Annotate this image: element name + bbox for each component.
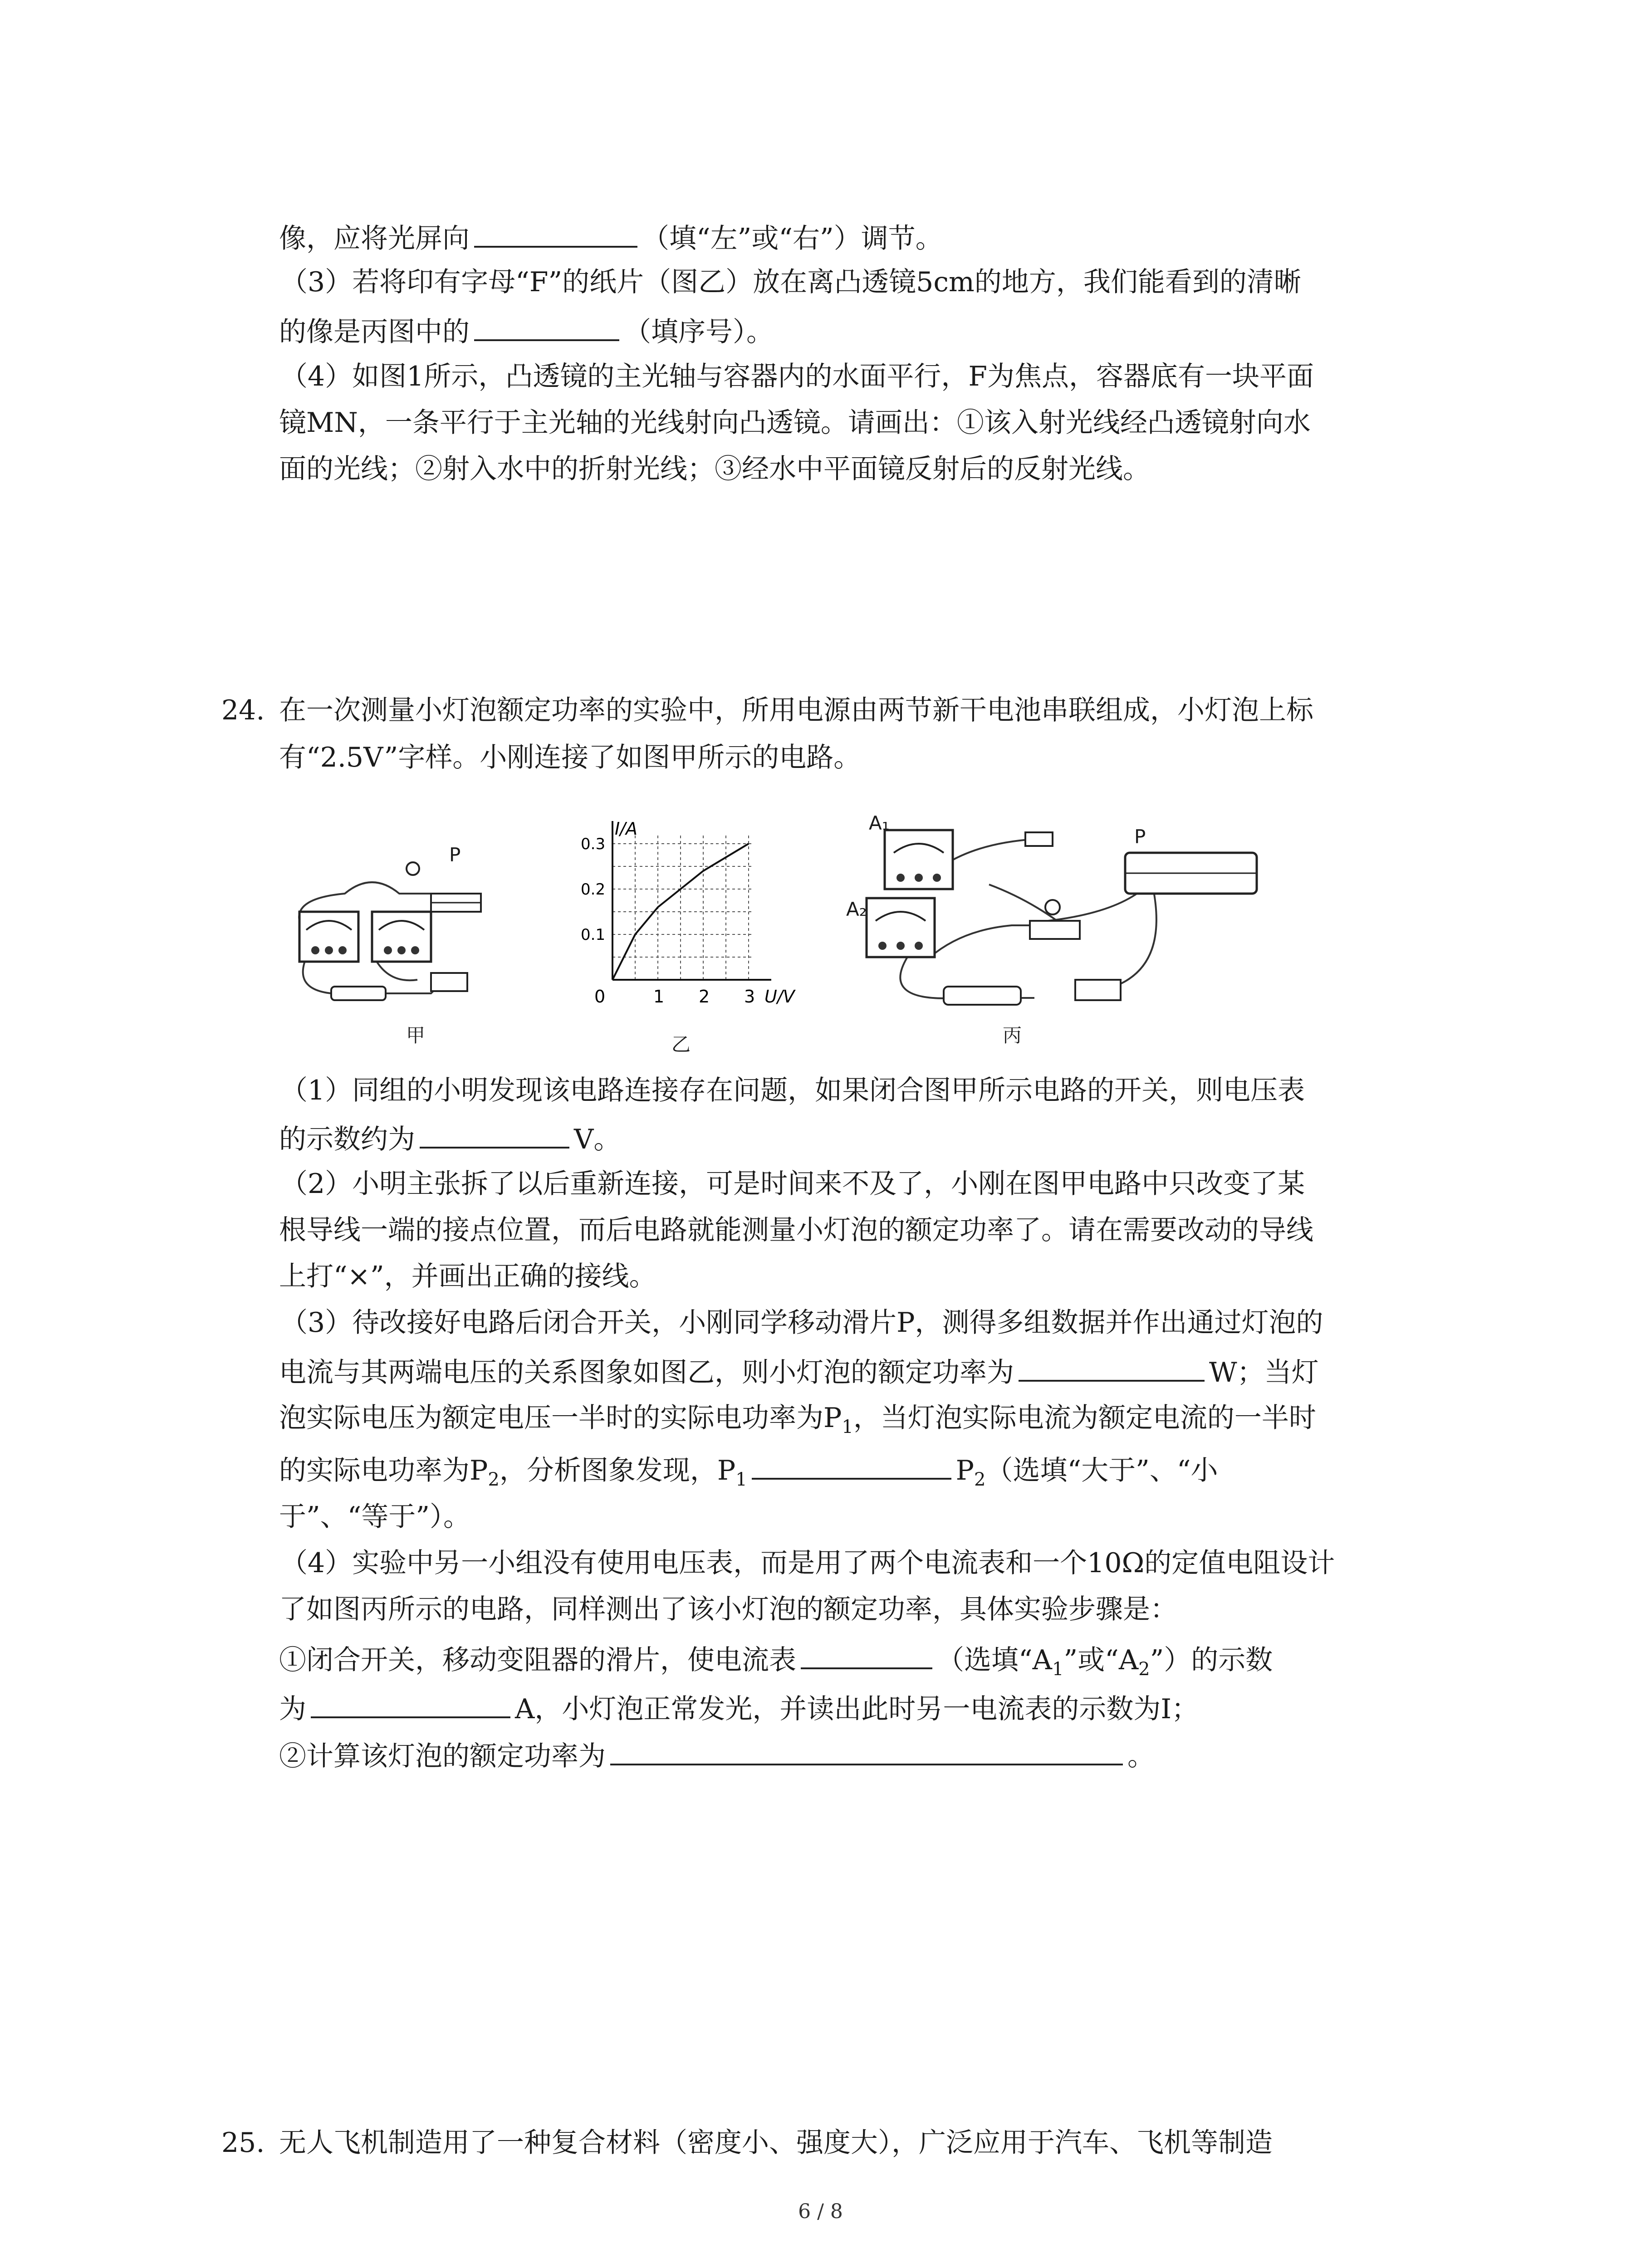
subscript: 1 xyxy=(1052,1659,1064,1680)
text: （选填“A xyxy=(937,1644,1053,1676)
circuit-bing xyxy=(853,807,1270,1021)
text-line xyxy=(279,1450,1218,1498)
subscript: 1 xyxy=(842,1417,853,1437)
page-number: 6 / 8 xyxy=(798,2200,843,2223)
text-line xyxy=(279,1735,1155,1774)
text-line: 镜MN，一条平行于主光轴的光线射向凸透镜。请画出：①该入射光线经凸透镜射向水 xyxy=(279,407,1311,439)
text: （填“左”或“右”）调节。 xyxy=(642,223,943,254)
subscript: 1 xyxy=(735,1469,747,1490)
text: ”）的示数 xyxy=(1150,1644,1273,1676)
text: 的实际电功率为P xyxy=(279,1455,488,1486)
text: ②计算该灯泡的额定功率为 xyxy=(279,1740,606,1772)
text-line: 上打“×”，并画出正确的接线。 xyxy=(279,1261,656,1292)
ammeter-a1-label: A₁ xyxy=(869,812,890,834)
y-axis-label: I/A xyxy=(615,819,638,839)
y-tick-label: 0.2 xyxy=(581,880,606,899)
text: ，当灯泡实际电流为额定电流的一半时 xyxy=(853,1402,1316,1434)
answer-blank[interactable] xyxy=(311,1688,510,1718)
answer-blank[interactable] xyxy=(801,1639,932,1669)
text: V。 xyxy=(574,1124,621,1155)
text: A，小灯泡正常发光，并读出此时另一电流表的示数为I； xyxy=(515,1693,1199,1725)
ammeter-a2-label: A₂ xyxy=(846,898,867,920)
circuit-figures xyxy=(281,807,1279,1056)
answer-blank[interactable] xyxy=(420,1119,569,1149)
x-tick-label: 3 xyxy=(744,987,755,1007)
answer-blank[interactable] xyxy=(752,1450,951,1480)
text-line: 在一次测量小灯泡额定功率的实验中，所用电源由两节新干电池串联组成，小灯泡上标 xyxy=(279,694,1313,726)
text: P xyxy=(955,1455,975,1486)
iv-chart xyxy=(581,819,795,1021)
text-line: （4）如图1所示，凸透镜的主光轴与容器内的水面平行，F为焦点，容器底有一块平面 xyxy=(280,361,1314,392)
subscript: 2 xyxy=(1138,1659,1150,1680)
text-line: 于”、“等于”）。 xyxy=(279,1501,471,1533)
text: 的像是丙图中的 xyxy=(279,316,470,348)
question-number: 24. xyxy=(221,694,265,726)
question-number: 25. xyxy=(221,2127,265,2159)
text-line: 根导线一端的接点位置，而后电路就能测量小灯泡的额定功率了。请在需要改动的导线 xyxy=(279,1214,1313,1246)
text: ，分析图象发现，P xyxy=(499,1455,736,1486)
y-tick-label: 0.3 xyxy=(581,835,606,853)
text: 。 xyxy=(1127,1740,1155,1772)
text-line xyxy=(279,1119,621,1158)
text-line: 面的光线；②射入水中的折射光线；③经水中平面镜反射后的反射光线。 xyxy=(279,453,1150,485)
text-line xyxy=(279,1352,1319,1391)
text: ”或“A xyxy=(1063,1644,1139,1676)
text: 的示数约为 xyxy=(279,1124,415,1155)
x-tick-label: 2 xyxy=(699,987,710,1007)
slider-label: P xyxy=(1134,826,1146,848)
text: ①闭合开关，移动变阻器的滑片，使电流表 xyxy=(279,1644,796,1676)
text-line xyxy=(279,1688,1199,1727)
text-line: （1）同组的小明发现该电路连接存在问题，如果闭合图甲所示电路的开关，则电压表 xyxy=(280,1075,1305,1106)
subscript: 2 xyxy=(974,1469,986,1490)
text: 电流与其两端电压的关系图象如图乙，则小灯泡的额定功率为 xyxy=(279,1357,1014,1388)
answer-blank[interactable] xyxy=(474,218,637,248)
text: （选填“大于”、“小 xyxy=(985,1455,1218,1486)
x-axis-label: U/V xyxy=(764,987,795,1007)
text-line: （3）待改接好电路后闭合开关，小刚同学移动滑片P，测得多组数据并作出通过灯泡的 xyxy=(280,1307,1323,1339)
text-line: （4）实验中另一小组没有使用电压表，而是用了两个电流表和一个10Ω的定值电阻设计 xyxy=(280,1547,1335,1579)
text-line: （2）小明主张拆了以后重新连接，可是时间来不及了，小刚在图甲电路中只改变了某 xyxy=(280,1168,1305,1200)
text: 像，应将光屏向 xyxy=(279,223,470,254)
figure-caption: 甲 xyxy=(406,1024,426,1046)
slider-label: P xyxy=(449,844,461,866)
text-line xyxy=(279,311,774,350)
answer-blank[interactable] xyxy=(474,311,619,341)
subscript: 2 xyxy=(488,1469,500,1490)
figure-caption: 乙 xyxy=(671,1033,691,1056)
text-line xyxy=(279,1400,1316,1445)
text-line: 无人飞机制造用了一种复合材料（密度小、强度大），广泛应用于汽车、飞机等制造 xyxy=(279,2127,1273,2159)
text: 为 xyxy=(279,1693,306,1725)
origin-label: 0 xyxy=(594,987,606,1007)
answer-blank[interactable] xyxy=(1019,1352,1205,1382)
y-tick-label: 0.1 xyxy=(581,926,606,944)
text-line: 了如图丙所示的电路，同样测出了该小灯泡的额定功率，具体实验步骤是： xyxy=(279,1593,1177,1625)
text-line: （3）若将印有字母“F”的纸片（图乙）放在离凸透镜5cm的地方，我们能看到的清晰 xyxy=(280,266,1301,298)
x-tick-label: 1 xyxy=(653,987,665,1007)
answer-blank[interactable] xyxy=(610,1735,1123,1765)
text: （填序号）。 xyxy=(624,316,774,348)
figure-caption: 丙 xyxy=(1003,1024,1022,1046)
text-line: 有“2.5V”字样。小刚连接了如图甲所示的电路。 xyxy=(279,742,861,773)
text: W；当灯 xyxy=(1209,1357,1319,1388)
text-line xyxy=(279,218,943,257)
circuit-jia xyxy=(281,844,481,1025)
text: 泡实际电压为额定电压一半时的实际电功率为P xyxy=(279,1402,842,1434)
text-line xyxy=(279,1639,1273,1687)
